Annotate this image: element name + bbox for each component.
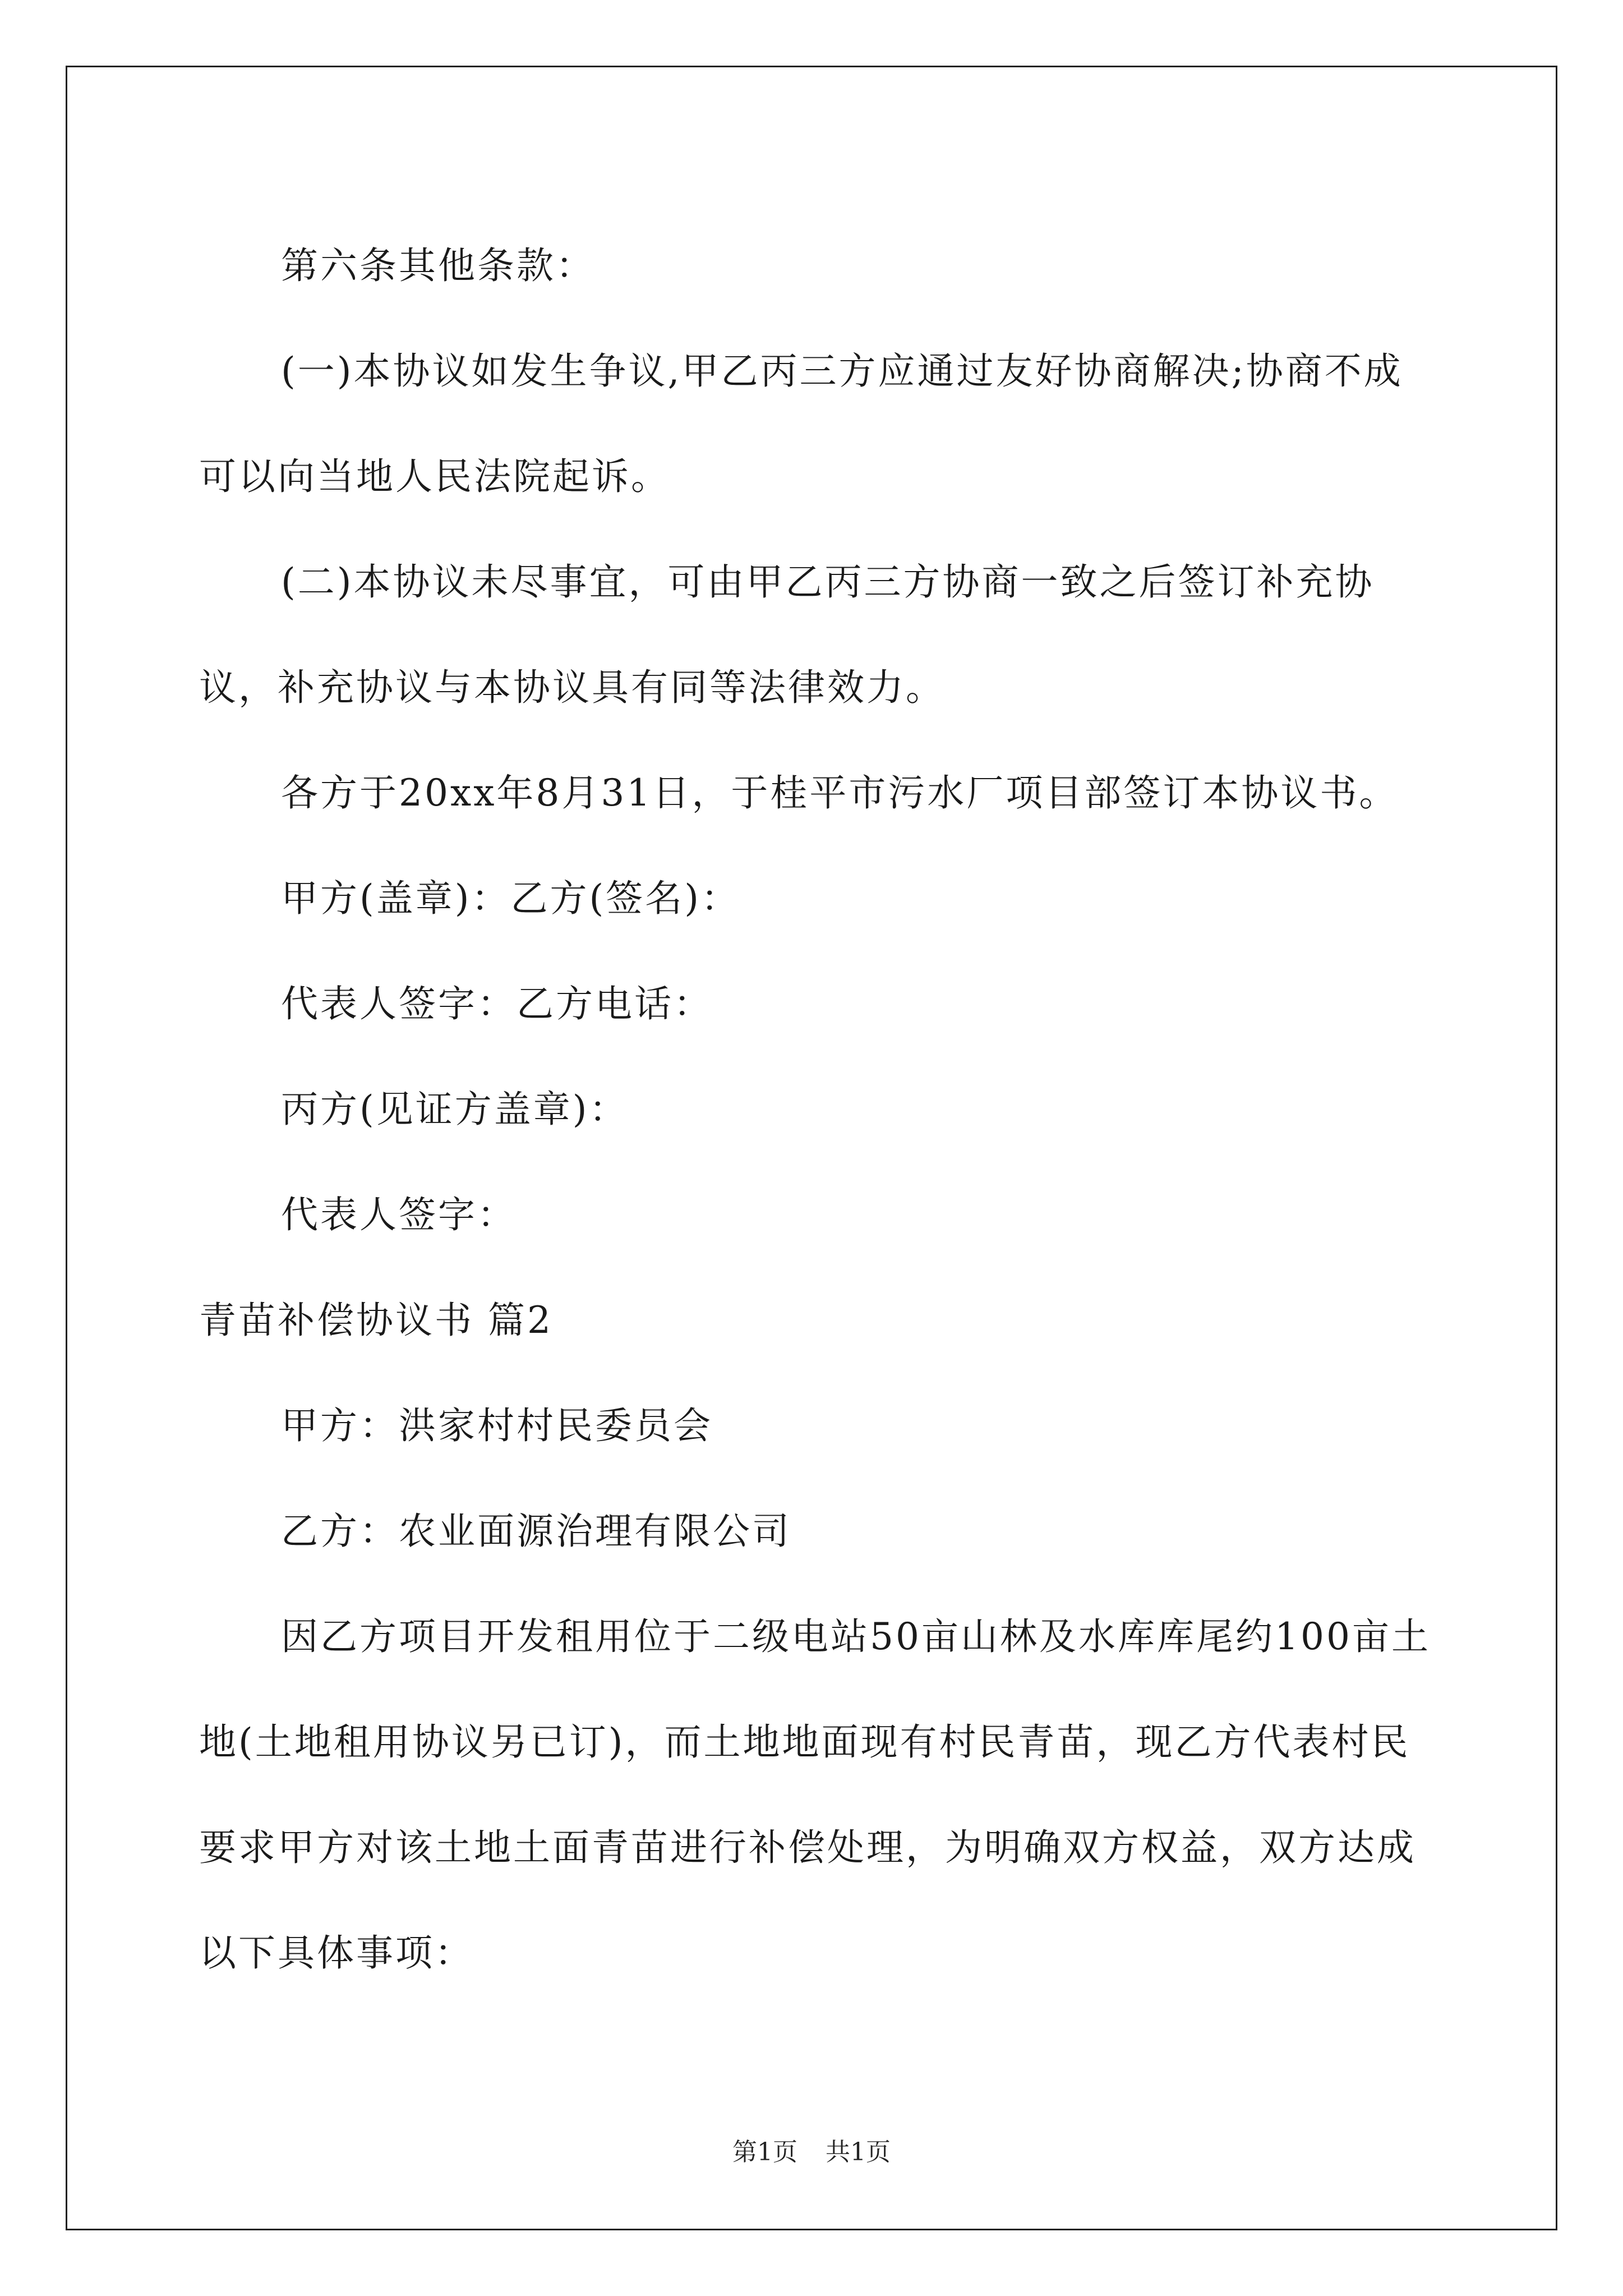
document-body: [199, 213, 1433, 2006]
signing-date-place: 各方于20xx年8月31日，于桂平市污水厂项目部签订本协议书。: [281, 771, 1399, 815]
party-b: 乙方：农业面源治理有限公司: [281, 1510, 791, 1553]
section-title: 青苗补偿协议书 篇2: [199, 1299, 553, 1342]
party-a-b-sign: 甲方(盖章)：乙方(签名)：: [281, 877, 740, 920]
page-number-current: 第1页: [732, 2138, 797, 2166]
party-c-witness: 丙方(见证方盖章)：: [281, 1088, 629, 1131]
rep-sign-phone: 代表人签字：乙方电话：: [281, 982, 713, 1025]
page-footer: [0, 2132, 1623, 2168]
rep-sign: 代表人签字：: [281, 1193, 517, 1236]
clause-2: (二)本协议未尽事宜，可由甲乙丙三方协商一致之后签订补充协议，补充协议与本协议具有同等法律效力。: [199, 560, 1375, 709]
page-number-total: 共1页: [826, 2138, 891, 2166]
party-a: 甲方：洪家村村民委员会: [281, 1404, 713, 1447]
article-6-heading: 第六条其他条款：: [281, 244, 595, 287]
preamble: 因乙方项目开发租用位于二级电站50亩山林及水库库尾约100亩土地(土地租用协议另已订)，而土地地面现有村民青苗，现乙方代表村民要求甲方对该土地土面青苗进行补偿处理，为明确双方权益，双方达成以下具体事项：: [199, 1615, 1431, 1975]
clause-1: (一)本协议如发生争议,甲乙丙三方应通过友好协商解决;协商不成可以向当地人民法院起诉。: [199, 349, 1403, 498]
